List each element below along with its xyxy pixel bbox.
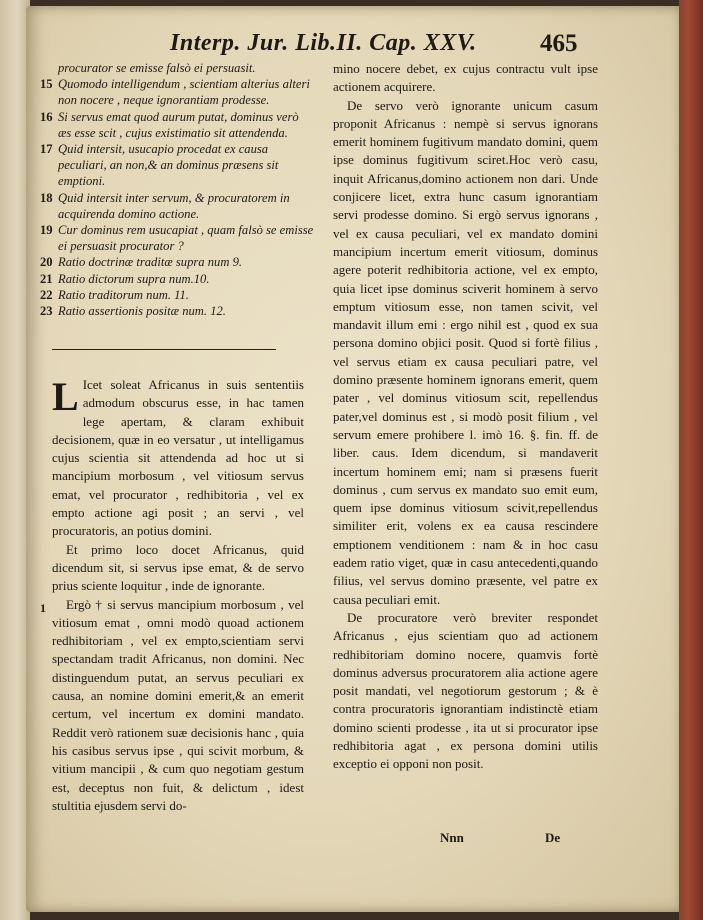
summary-item: 21 Ratio dictorum supra num.10.	[40, 271, 210, 286]
summary-item: procurator se emisse falsò ei persuasit.	[58, 61, 256, 75]
summary-item: 18 Quid intersit inter servum, & procuratorem in acquirenda domino actione.	[40, 190, 290, 221]
paragraph: Ergò † si servus mancipium morbosum , vel vitiosum emat , omni modò quoad actionem redhibitoriam , vel ex empto,scientiam servi spectandam tradit Africanus, non domini. Nec distinguendum putat, an servus peculiari ex causa, an nomine domini emerit,& an emerit certum, vel incertum ex domini mandato. Reddit verò rationem suæ decisionis hanc , quia his casibus servus ipse , qui scivit morbum, & vitium mancipii , & cum quo negotiam gestum est, deceptus non fuit, & delictum , idest stultitia ejusdem servi do-	[52, 596, 304, 813]
opening-paragraph: L Icet soleat Africanus in suis sententiis admodum obscurus esse, in hac tamen lege apertam, & claram exhibuit decisionem, quæ in eo versatur , ut intelligamus cujus scientia sit attendenda ad hoc ut si mancipium morbosum , vel vitiosum servus emat, vel procurator , redhibitoria , vel ex empto actione agi posit ; an servi , vel procuratoris, an potius domini.	[52, 374, 304, 539]
summary-item: 16 Si servus emat quod aurum putat, dominus verò æs esse scit , cujus existimatio sit attendenda.	[40, 109, 299, 140]
catchword: De	[545, 830, 561, 845]
book-cover-edge	[679, 0, 703, 920]
summary-item: 22 Ratio traditorum num. 11.	[40, 287, 189, 302]
paragraph: De procuratore verò breviter respondet Africanus , ejus scientiam quo ad actionem redhibitoriam domino nocere, quamvis fortè dominus adversus procuratorem alia actione agere posit mandati, vel negotiorum gestorum ; & è contra procuratoris ignorantiam indistinctè etiam domino scienti prodesse , ita ut si procurator ipse redhibitoria agat , ex persona domini utilis exceptio ei opponi non posit.	[333, 609, 598, 772]
paragraph: Et primo loco docet Africanus, quid dicendum sit, si servus ipse emat, & de servo prius sciente loquitur , inde de ignorante.	[52, 541, 304, 594]
summary-item: 19 Cur dominus rem usucapiat , quam falsò se emisse ei persuasit procurator ?	[40, 223, 314, 254]
left-column-body	[52, 376, 304, 815]
paragraph: De servo verò ignorante unicum casum proponit Africanus : nempè si servus ignorans emerit hominem fugitivum mandato domini, quem ipse dominus fugitivum sciret.Hoc verò casu, inquit Africanus,domino actionem non dari. Unde conjicere licet, extra hunc casum ignorantiam servi prodesse domino. Si ergò servus ignorans , vel ex causa peculiari, vel ex mandato domini mancipium incertum emerit vitiosum, dominus agere poterit redhibitoria actione, vel ex empto, quia licet ipse dominus sciverit hominem à servo emptum vitiosum esse, non tamen scivit, vel mandavit illum emi : ergo nihil est , quod ex sua persona domino objici posit. Quod si fortè filius , vel servus etiam ex causa peculiari patre, vel domino præsente hominem ignorans emerit, quem pater , vel dominus vitiosum scit, repellendus pater,vel dominus est , si modò posit filium , vel servum emere prohibere l. imò 16. §. fin. ff. de liber. caus. Idem dicendum, si mandaverit incertum hominem emi; nam si præsens fuerit dominus , cum servus ex mandato suo emit eum, quem ipse dominus vitiosum scivit,repellendus similiter erit, volens ex ea causa rescindere emptionem venditionem : nam & in hoc casu eadem ratio viget, quæ in casu antecedenti,quando filius, vel servus domino præsente, vel patre ex causa peculiari emit.	[333, 97, 598, 607]
signature-mark: Nnn	[440, 830, 464, 845]
page-number: 465	[540, 30, 578, 57]
chapter-summary	[40, 60, 314, 319]
summary-item: 20 Ratio doctrinæ traditæ supra num 9.	[40, 255, 243, 270]
summary-item: 15 Quomodo intelligendum , scientiam alterius alteri non nocere , neque ignorantiam prodesse.	[40, 77, 310, 108]
right-column-body	[333, 60, 598, 774]
summary-item: 17 Quid intersit, usucapio procedat ex causa peculiari, an non,& an dominus præsens sit emptioni.	[40, 142, 279, 189]
running-title: Interp. Jur. Lib.II. Cap. XXV.	[170, 30, 477, 56]
summary-item: 23 Ratio assertionis positæ num. 12.	[40, 304, 226, 319]
margin-number: 1	[40, 601, 46, 615]
drop-cap: L	[52, 374, 79, 419]
paragraph: mino nocere debet, ex cujus contractu vult ipse actionem acquirere.	[333, 61, 598, 95]
section-divider	[52, 349, 276, 350]
